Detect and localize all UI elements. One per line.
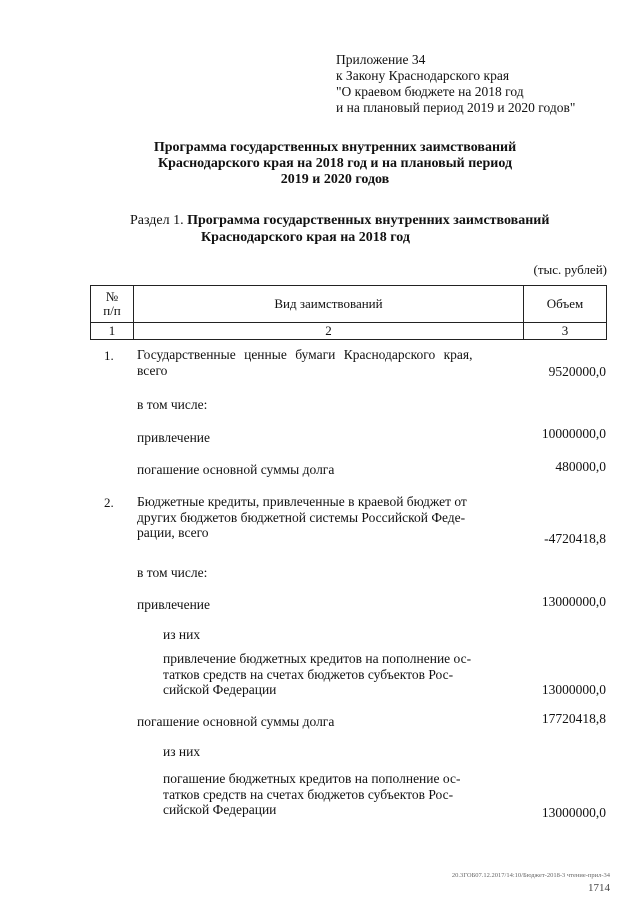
row-text: погашение бюджетных кредитов на пополнение ос- татков средств на счетах бюджетов субъектов Рос- сийской Федерации — [163, 771, 461, 817]
page-number: 1714 — [588, 882, 610, 894]
row-text: в том числе: — [137, 565, 208, 580]
row-text: привлечение бюджетных кредитов на пополнение ос- татков средств на счетах бюджетов субъектов Рос- сийской Федерации — [163, 651, 472, 697]
row-number: 1. — [104, 348, 114, 363]
row-text: привлечение — [137, 430, 211, 445]
table-header — [90, 285, 607, 340]
row-text: из них — [163, 627, 201, 642]
appendix-line: Приложение 34 — [336, 52, 426, 67]
header-kind: Вид заимствований — [134, 286, 524, 323]
header-volume: Объем — [524, 286, 607, 323]
row-text: погашение основной суммы долга — [137, 714, 335, 729]
row-text: погашение основной суммы долга — [137, 462, 335, 477]
header-num: № п/п — [91, 286, 134, 323]
appendix-line: и на плановый период 2019 и 2020 годов" — [336, 100, 576, 115]
appendix-line: к Закону Краснодарского края — [336, 68, 510, 83]
units-note: (тыс. рублей) — [533, 262, 607, 277]
section-heading — [130, 212, 549, 246]
row-value: -4720418,8 — [544, 531, 606, 546]
row-value: 10000000,0 — [541, 426, 606, 441]
row-text: в том числе: — [137, 397, 208, 412]
title-line: 2019 и 2020 годов — [280, 172, 390, 187]
row-value: 13000000,0 — [541, 805, 606, 820]
section-title: Программа государственных внутренних заимствований — [187, 213, 550, 228]
row-value: 480000,0 — [555, 459, 606, 474]
row-value: 13000000,0 — [541, 594, 606, 609]
footer-code: 20.3ГОБ07.12.2017/14:10/Бюджет-2018-3 чтение-прил-34 — [451, 872, 610, 879]
row-number: 2. — [104, 495, 114, 510]
col-number: 2 — [134, 323, 524, 340]
appendix-line: "О краевом бюджете на 2018 год — [336, 84, 524, 99]
section-label: Раздел 1. — [130, 213, 184, 228]
col-number: 1 — [91, 323, 134, 340]
row-value: 13000000,0 — [541, 682, 606, 697]
row-value: 17720418,8 — [541, 711, 606, 726]
row-text: Государственные ценные бумаги Краснодарского края, всего — [137, 347, 473, 378]
document-title — [120, 140, 550, 188]
row-text: из них — [163, 744, 201, 759]
title-line: Краснодарского края на 2018 год и на плановый период — [157, 156, 513, 171]
appendix-header — [336, 52, 575, 116]
section-title-cont: Краснодарского края на 2018 год — [201, 230, 410, 245]
row-text: Бюджетные кредиты, привлеченные в краевой бюджет от других бюджетов бюджетной системы Российской Феде- рации, всего — [137, 494, 467, 540]
title-line: Программа государственных внутренних заимствований — [153, 140, 517, 155]
row-value: 9520000,0 — [548, 364, 606, 379]
row-text: привлечение — [137, 597, 211, 612]
col-number: 3 — [524, 323, 607, 340]
